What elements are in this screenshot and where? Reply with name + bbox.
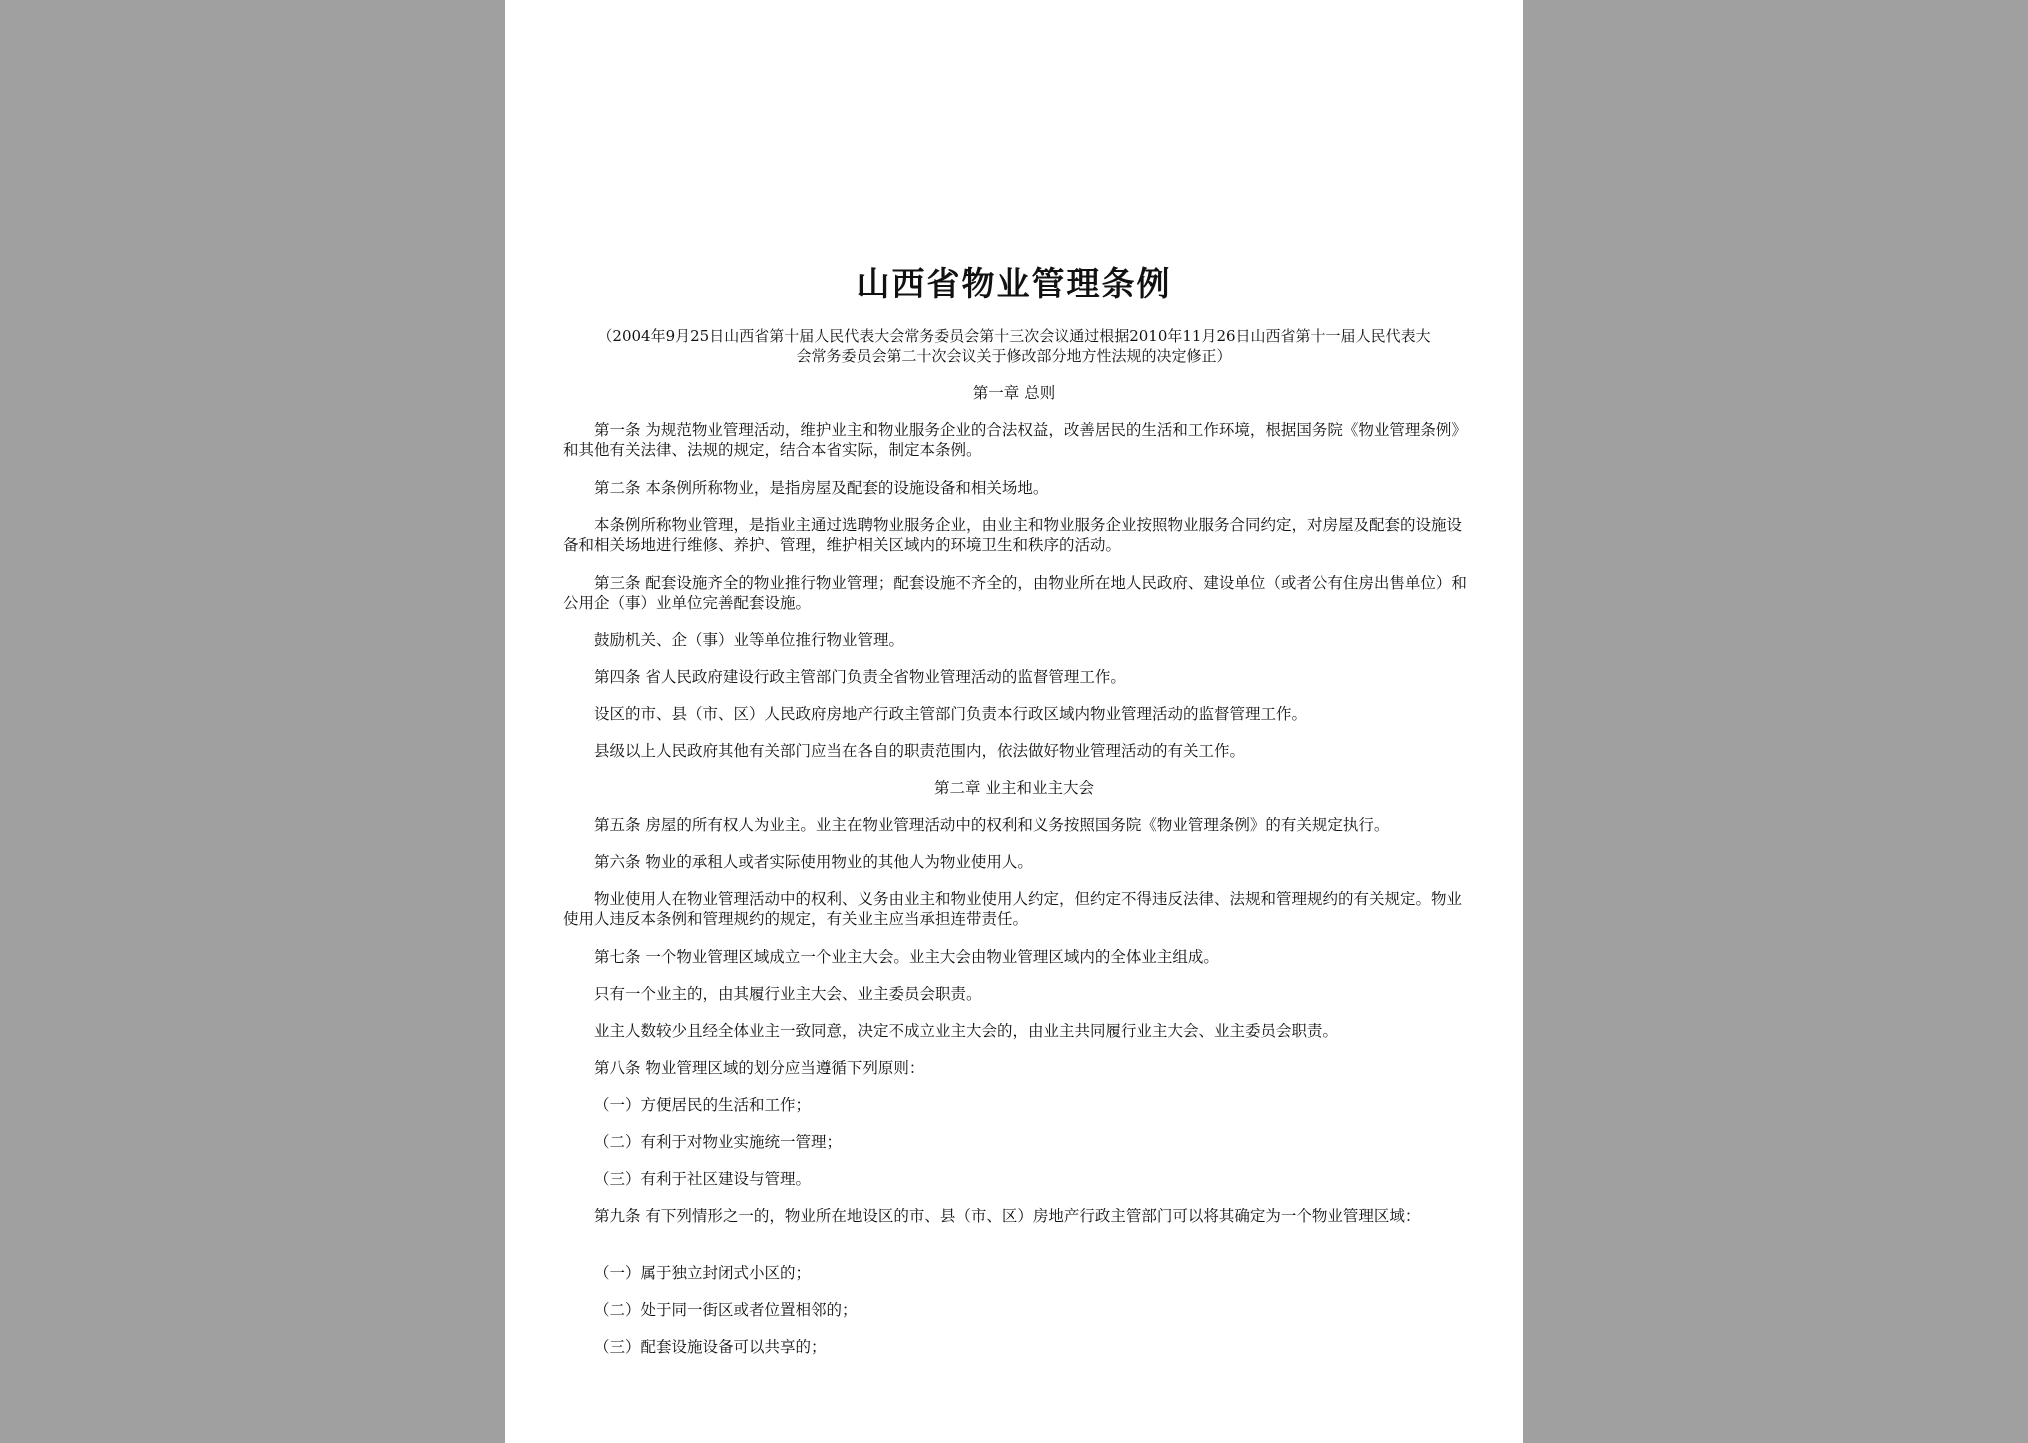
list-item: （三）有利于社区建设与管理。: [594, 1170, 812, 1188]
list-item: （二）处于同一街区或者位置相邻的；: [594, 1301, 858, 1319]
paragraph: 业主人数较少且经全体业主一致同意，决定不成立业主大会的，由业主共同履行业主大会、业主委员会职责。: [594, 1022, 1339, 1040]
paragraph: 鼓励机关、企（事）业等单位推行物业管理。: [594, 631, 905, 649]
paragraph: 第四条 省人民政府建设行政主管部门负责全省物业管理活动的监督管理工作。: [594, 668, 1126, 686]
paragraph: 第六条 物业的承租人或者实际使用物业的其他人为物业使用人。: [594, 853, 1033, 871]
paragraph: 第九条 有下列情形之一的，物业所在地设区的市、县（市、区）房地产行政主管部门可以将其确定为一个物业管理区域：: [594, 1207, 1421, 1225]
paragraph: 设区的市、县（市、区）人民政府房地产行政主管部门负责本行政区域内物业管理活动的监督管理工作。: [594, 705, 1308, 723]
paragraph: 只有一个业主的，由其履行业主大会、业主委员会职责。: [594, 985, 982, 1003]
document-subtitle: （2004年9月25日山西省第十届人民代表大会常务委员会第十三次会议通过根据2010年11月26日山西省第十一届人民代表大会常务委员会第二十次会议关于修改部分地方性法规的决定修正）: [597, 327, 1431, 365]
chapter-heading: 第一章 总则: [972, 384, 1056, 402]
list-item: （一）方便居民的生活和工作；: [594, 1096, 812, 1114]
paragraph: 物业使用人在物业管理活动中的权利、义务由业主和物业使用人约定，但约定不得违反法律、法规和管理规约的有关规定。物业使用人违反本条例和管理规约的规定，有关业主应当承担连带责任。: [563, 890, 1463, 928]
paragraph: 第一条 为规范物业管理活动，维护业主和物业服务企业的合法权益，改善居民的生活和工作环境，根据国务院《物业管理条例》和其他有关法律、法规的规定，结合本省实际，制定本条例。: [563, 421, 1467, 459]
paragraph: 第三条 配套设施齐全的物业推行物业管理；配套设施不齐全的，由物业所在地人民政府、建设单位（或者公有住房出售单位）和公用企（事）业单位完善配套设施。: [563, 574, 1467, 612]
document-page: [505, 0, 1523, 1443]
chapter-heading: 第二章 业主和业主大会: [934, 779, 1094, 797]
list-item: （三）配套设施设备可以共享的；: [594, 1338, 827, 1356]
paragraph: 第五条 房屋的所有权人为业主。业主在物业管理活动中的权利和义务按照国务院《物业管理条例》的有关规定执行。: [594, 816, 1390, 834]
paragraph: 第七条 一个物业管理区域成立一个业主大会。业主大会由物业管理区域内的全体业主组成。: [594, 948, 1219, 966]
paragraph: 第八条 物业管理区域的划分应当遵循下列原则：: [594, 1059, 925, 1077]
paragraph: 第二条 本条例所称物业，是指房屋及配套的设施设备和相关场地。: [594, 479, 1049, 497]
list-item: （一）属于独立封闭式小区的；: [594, 1264, 812, 1282]
paragraph: 本条例所称物业管理，是指业主通过选聘物业服务企业，由业主和物业服务企业按照物业服务合同约定，对房屋及配套的设施设备和相关场地进行维修、养护、管理，维护相关区域内的环境卫生和秩序的活动。: [563, 516, 1463, 554]
document-title: 山西省物业管理条例: [856, 264, 1172, 303]
paragraph: 县级以上人民政府其他有关部门应当在各自的职责范围内，依法做好物业管理活动的有关工作。: [594, 742, 1246, 760]
list-item: （二）有利于对物业实施统一管理；: [594, 1133, 843, 1151]
